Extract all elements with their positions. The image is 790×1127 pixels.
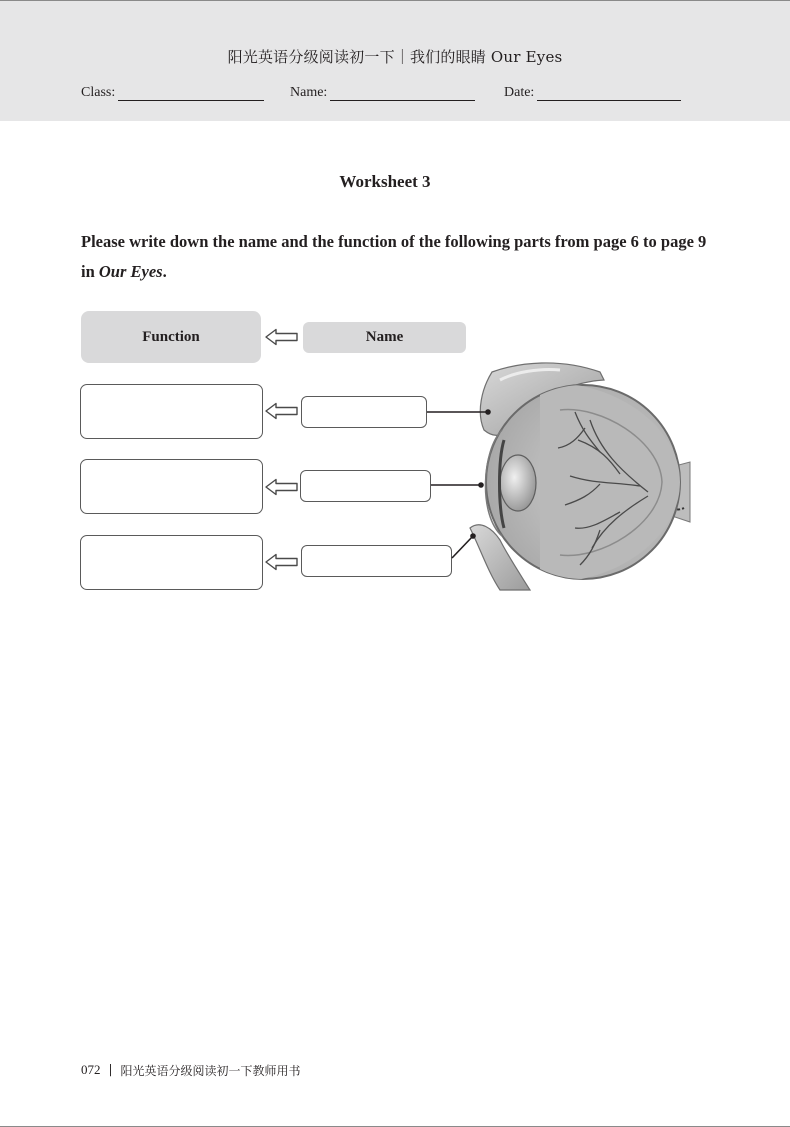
left-arrow-icon (265, 402, 299, 420)
name-answer-box-2[interactable] (300, 470, 431, 502)
function-answer-box-3[interactable] (80, 535, 263, 590)
instruction-part1: Please write down the name and the function of the following parts from page 6 to page 9 in (81, 232, 707, 281)
function-answer-box-1[interactable] (80, 384, 263, 439)
name-header: Name (303, 322, 466, 353)
date-label: Date: (504, 85, 535, 100)
instruction-book-title: Our Eyes (98, 262, 163, 281)
worksheet-title: Worksheet 3 (339, 172, 431, 191)
date-blank[interactable] (537, 85, 681, 101)
name-label: Name: (290, 85, 328, 100)
name-field (290, 85, 475, 101)
class-blank[interactable] (118, 85, 264, 101)
class-field (81, 85, 264, 101)
instruction-text (81, 227, 711, 287)
name-blank[interactable] (330, 85, 475, 101)
footer-separator: | (108, 1062, 113, 1076)
class-label: Class: (81, 85, 116, 100)
left-arrow-icon (265, 328, 299, 346)
date-field (504, 85, 681, 101)
page-number: 072 (81, 1062, 101, 1077)
page-footer (81, 1062, 301, 1079)
instruction-end: . (162, 262, 167, 281)
name-answer-box-1[interactable] (301, 396, 427, 428)
left-arrow-icon (265, 553, 299, 571)
book-title: 阳光英语分级阅读初一下｜我们的眼睛 Our Eyes (227, 48, 563, 66)
left-arrow-icon (265, 478, 299, 496)
name-answer-box-3[interactable] (301, 545, 452, 577)
footer-book-name: 阳光英语分级阅读初一下教师用书 (120, 1064, 301, 1078)
function-header: Function (81, 311, 261, 363)
function-answer-box-2[interactable] (80, 459, 263, 514)
